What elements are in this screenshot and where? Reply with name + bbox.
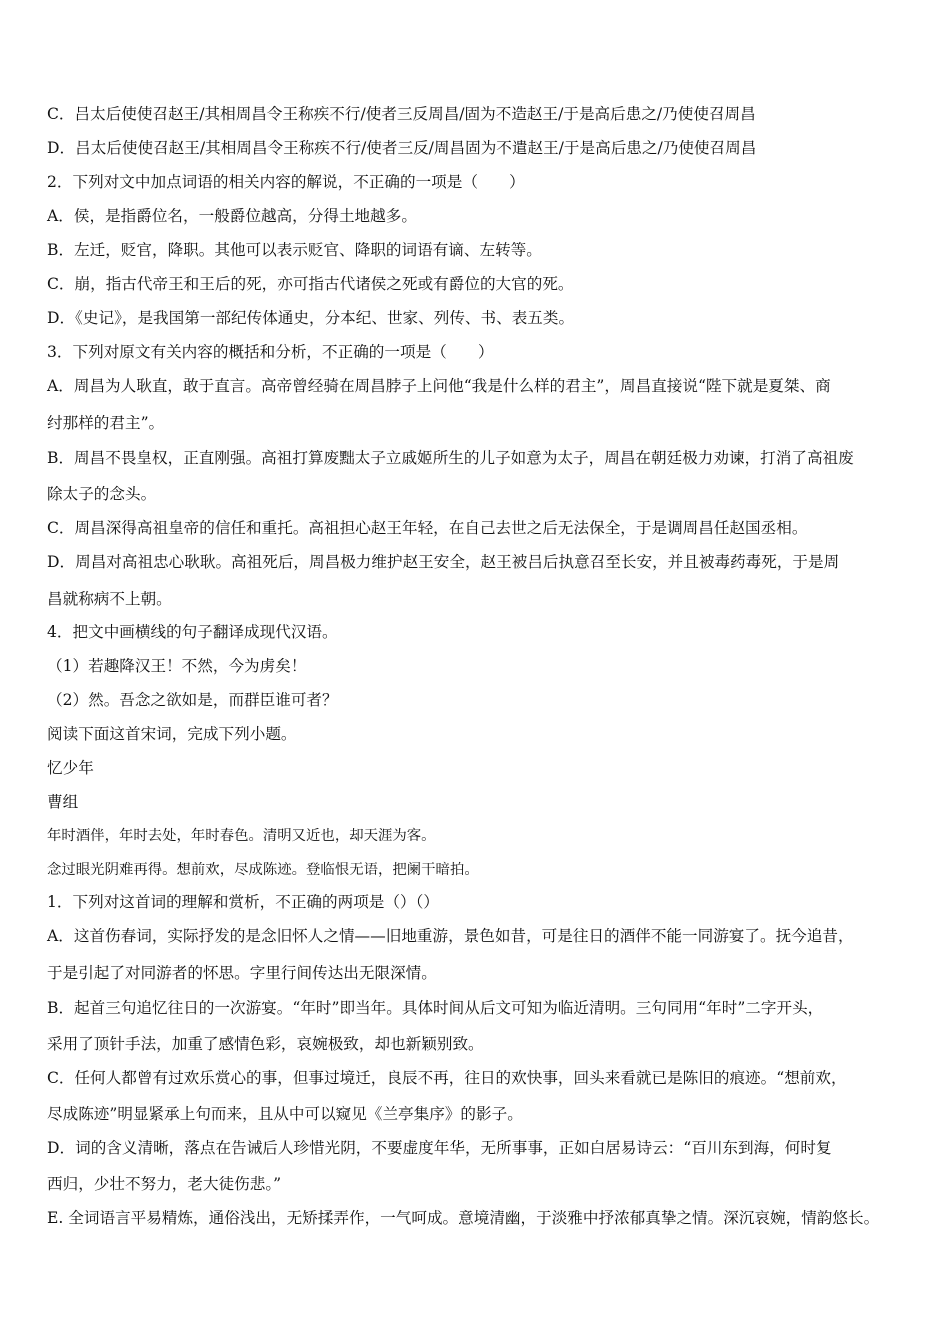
pq1-option-a-line1: A．这首伤春词，实际抒发的是念旧怀人之情——旧地重游，景色如昔，可是往日的酒伴不能一同游宴了。抚今追昔， [47, 927, 854, 945]
q3-option-b-line1: B．周昌不畏皇权，正直刚强。高祖打算废黜太子立戚姬所生的儿子如意为太子，周昌在朝廷极力劝谏，打消了高祖废 [47, 449, 854, 467]
q2-option-d: D．《史记》，是我国第一部纪传体通史，分本纪、世家、列传、书、表五类。 [47, 309, 575, 327]
pq1-option-c-line2: 尽成陈迹”明显紧承上句而来，且从中可以窥见《兰亭集序》的影子。 [47, 1105, 523, 1123]
q3-option-c: C．周昌深得高祖皇帝的信任和重托。高祖担心赵王年轻，在自己去世之后无法保全，于是调周昌任赵国丞相。 [47, 519, 808, 537]
q2-option-b: B．左迁，贬官，降职。其他可以表示贬官、降职的词语有谪、左转等。 [47, 241, 542, 259]
q3-option-d-line1: D．周昌对高祖忠心耿耿。高祖死后，周昌极力维护赵王安全，赵王被吕后执意召至长安，并且被毒药毒死，于是周 [47, 553, 840, 571]
pq1-option-d-line2: 西归，少壮不努力，老大徒伤悲。” [47, 1175, 282, 1193]
poem-author: 曹组 [47, 793, 79, 811]
q3-option-a-line1: A．周昌为人耿直，敢于直言。高帝曾经骑在周昌脖子上问他“我是什么样的君主”，周昌直接说“陛下就是夏桀、商 [47, 377, 831, 395]
q2-option-a: A．侯，是指爵位名，一般爵位越高，分得土地越多。 [47, 207, 417, 225]
pq1-option-b-line1: B．起首三句追忆往日的一次游宴。“年时”即当年。具体时间从后文可知为临近清明。三句同用“年时”二字开头， [47, 999, 824, 1017]
poem-title: 忆少年 [47, 759, 94, 777]
pq1-stem: 1．下列对这首词的理解和赏析，不正确的两项是（）（） [47, 893, 439, 911]
q2-stem: 2．下列对文中加点词语的相关内容的解说，不正确的一项是（ ） [47, 173, 525, 191]
q3-stem: 3．下列对原文有关内容的概括和分析，不正确的一项是（ ） [47, 343, 494, 361]
pq1-option-e: E. 全词语言平易精炼，通俗浅出，无矫揉弄作，一气呵成。意境清幽，于淡雅中抒浓郁真挚之情。深沉哀婉，情韵悠长。 [47, 1209, 880, 1227]
q4-stem: 4．把文中画横线的句子翻译成现代汉语。 [47, 623, 338, 641]
q4-sentence-2: （2）然。吾念之欲如是，而群臣谁可者？ [47, 691, 338, 709]
q4-sentence-1: （1）若趣降汉王！不然，今为虏矣！ [47, 657, 307, 675]
q2-option-c: C．崩，指古代帝王和王后的死，亦可指古代诸侯之死或有爵位的大官的死。 [47, 275, 574, 293]
q3-option-a-line2: 纣那样的君主”。 [47, 414, 165, 432]
q3-option-d-line2: 昌就称病不上朝。 [47, 590, 172, 608]
pq1-option-d-line1: D．词的含义清晰，落点在告诫后人珍惜光阴，不要虚度年华，无所事事，正如白居易诗云：“百川东到海，何时复 [47, 1139, 832, 1157]
pq1-option-b-line2: 采用了顶针手法，加重了感情色彩，哀婉极致，却也新颖别致。 [47, 1035, 484, 1053]
poem-line-1: 年时酒伴，年时去处，年时春色。清明又近也，却天涯为客。 [47, 828, 436, 844]
pq1-option-a-line2: 于是引起了对同游者的怀思。字里行间传达出无限深情。 [47, 964, 437, 982]
q1-option-c: C．吕太后使使召赵王/其相周昌令王称疾不行/使者三反周昌/固为不造赵王/于是高后患之/乃使使召周昌 [47, 105, 756, 123]
poem-line-2: 念过眼光阴难再得。想前欢，尽成陈迹。登临恨无语，把阑干暗拍。 [47, 862, 479, 878]
q3-option-b-line2: 除太子的念头。 [47, 485, 157, 503]
pq1-option-c-line1: C．任何人都曾有过欢乐赏心的事，但事过境迁，良辰不再，往日的欢快事，回头来看就已是陈旧的痕迹。“想前欢， [47, 1069, 847, 1087]
q1-option-d: D．吕太后使使召赵王/其相周昌令王称疾不行/使者三反/周昌固为不遣赵王/于是高后患之/乃使使召周昌 [47, 139, 757, 157]
poem-intro: 阅读下面这首宋词，完成下列小题。 [47, 725, 297, 743]
